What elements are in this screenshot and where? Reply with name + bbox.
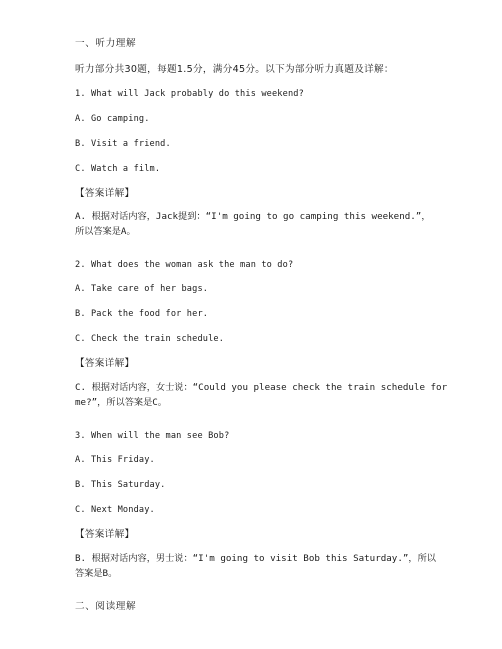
question-3-explanation: [75, 551, 435, 581]
question-3-answer-tag: 【答案详解】: [75, 529, 135, 540]
question-1-explanation: [75, 209, 435, 239]
question-1-explanation-line-2: 所以答案是A。: [75, 226, 136, 237]
question-3-option-b: B. This Saturday.: [75, 480, 166, 490]
section-heading-reading: 二、阅读理解: [75, 601, 137, 612]
question-1: 1. What will Jack probably do this weekend?: [75, 89, 304, 99]
question-2-option-c: C. Check the train schedule.: [75, 334, 225, 344]
question-1-explanation-line-1: A. 根据对话内容，Jack提到：“I'm going to go camping this weekend.”，: [75, 211, 431, 222]
question-2-explanation: [75, 380, 448, 410]
question-1-answer-tag: 【答案详解】: [75, 188, 135, 199]
question-2-option-b: B. Pack the food for her.: [75, 309, 209, 319]
question-2-explanation-line-2: me?”，所以答案是C。: [75, 397, 167, 408]
question-1-option-a: A. Go camping.: [75, 114, 150, 124]
question-2: 2. What does the woman ask the man to do?: [75, 260, 294, 270]
question-1-option-c: C. Watch a film.: [75, 164, 161, 174]
question-1-option-b: B. Visit a friend.: [75, 139, 171, 149]
question-3: 3. When will the man see Bob?: [75, 431, 230, 441]
question-3-explanation-line-2: 答案是B。: [75, 568, 118, 579]
question-2-explanation-line-1: C. 根据对话内容，女士说：“Could you please check the train schedule for: [75, 382, 448, 393]
question-3-option-a: A. This Friday.: [75, 455, 155, 465]
question-3-explanation-line-1: B. 根据对话内容，男士说：“I'm going to visit Bob this Saturday.”，所以: [75, 553, 436, 564]
question-2-answer-tag: 【答案详解】: [75, 358, 135, 369]
question-3-option-c: C. Next Monday.: [75, 505, 155, 515]
question-2-option-a: A. Take care of her bags.: [75, 284, 209, 294]
section-heading-listening: 一、听力理解: [75, 38, 137, 49]
section-intro: 听力部分共30题，每题1.5分，满分45分。以下为部分听力真题及详解：: [75, 64, 394, 75]
